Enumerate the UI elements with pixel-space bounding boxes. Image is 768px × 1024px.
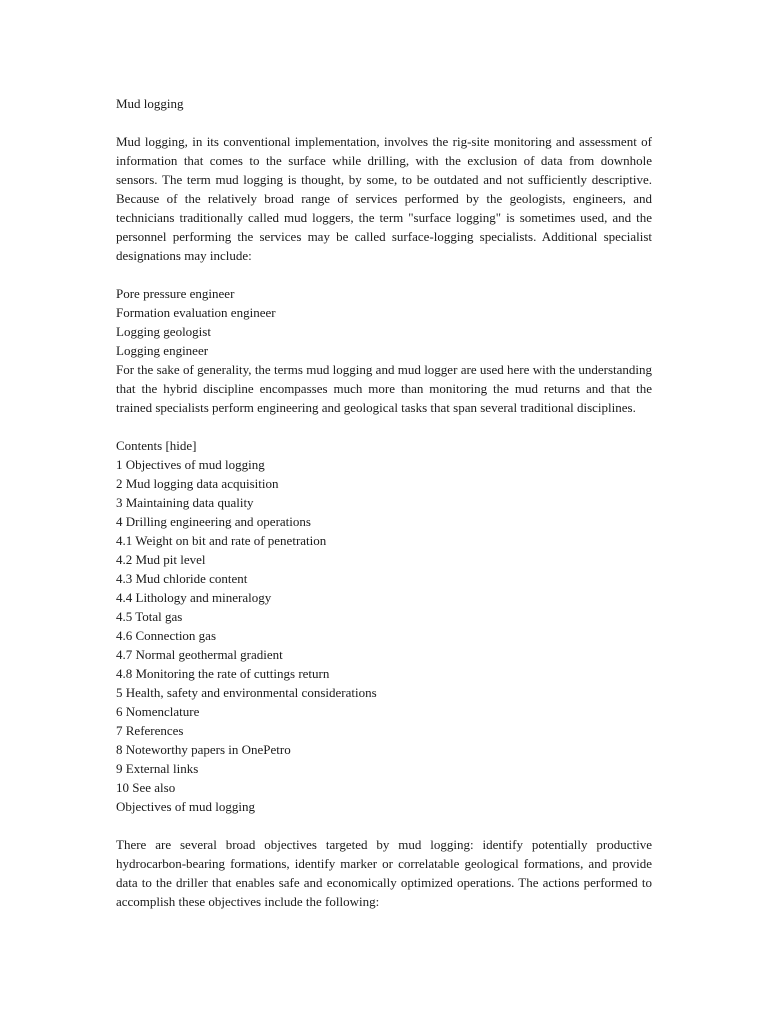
- contents-item: 4.8 Monitoring the rate of cuttings return: [116, 666, 330, 681]
- intro-paragraph: Mud logging, in its conventional implementation, involves the rig-site monitoring and assessment of information that comes to the surface while drilling, with the exclusion of data from downhole sensors. The term mud logging is thought, by some, to be outdated and not sufficiently descriptive. Because of the relatively broad range of services performed by the geologists, engineers, and technicians traditionally called mud loggers, the term "surface logging" is sometimes used, and the personnel performing the services may be called surface-logging specialists. Additional specialist designations may include:: [116, 134, 652, 263]
- designation-list: [116, 284, 652, 360]
- contents-item: 5 Health, safety and environmental considerations: [116, 685, 377, 700]
- generality-paragraph: For the sake of generality, the terms mud logging and mud logger are used here with the understanding that the hybrid discipline encompasses much more than monitoring the mud returns and that the trained specialists perform engineering and geological tasks that span several traditional disciplines.: [116, 362, 652, 415]
- contents-item: 1 Objectives of mud logging: [116, 457, 265, 472]
- contents-item: 4.4 Lithology and mineralogy: [116, 590, 272, 605]
- objectives-heading: Objectives of mud logging: [116, 799, 256, 814]
- contents-item: 4.6 Connection gas: [116, 628, 217, 643]
- objectives-paragraph: There are several broad objectives targeted by mud logging: identify potentially productive hydrocarbon-bearing formations, identify marker or correlatable geological formations, and provide data to the driller that enables safe and economically optimized operations. The actions performed to accomplish these objectives include the following:: [116, 837, 652, 909]
- designation-item: Pore pressure engineer: [116, 286, 235, 301]
- spacer: [116, 816, 652, 835]
- spacer: [116, 113, 652, 132]
- designation-item: Formation evaluation engineer: [116, 305, 276, 320]
- contents-item: 6 Nomenclature: [116, 704, 200, 719]
- contents-item: 4.7 Normal geothermal gradient: [116, 647, 283, 662]
- document-title: Mud logging: [116, 96, 184, 111]
- contents-item: 10 See also: [116, 780, 176, 795]
- spacer: [116, 417, 652, 436]
- contents-heading: Contents [hide]: [116, 438, 197, 453]
- designation-item: Logging geologist: [116, 324, 211, 339]
- contents-item: 9 External links: [116, 761, 199, 776]
- contents-item: 4.1 Weight on bit and rate of penetration: [116, 533, 327, 548]
- contents-item: 4 Drilling engineering and operations: [116, 514, 311, 529]
- contents-item: 4.2 Mud pit level: [116, 552, 206, 567]
- document-page: [116, 94, 652, 911]
- contents-item: 4.5 Total gas: [116, 609, 183, 624]
- contents-item: 8 Noteworthy papers in OnePetro: [116, 742, 291, 757]
- contents-item: 2 Mud logging data acquisition: [116, 476, 279, 491]
- spacer: [116, 265, 652, 284]
- contents-item: 4.3 Mud chloride content: [116, 571, 248, 586]
- designation-item: Logging engineer: [116, 343, 209, 358]
- contents-list: [116, 455, 652, 797]
- contents-item: 7 References: [116, 723, 184, 738]
- contents-item: 3 Maintaining data quality: [116, 495, 254, 510]
